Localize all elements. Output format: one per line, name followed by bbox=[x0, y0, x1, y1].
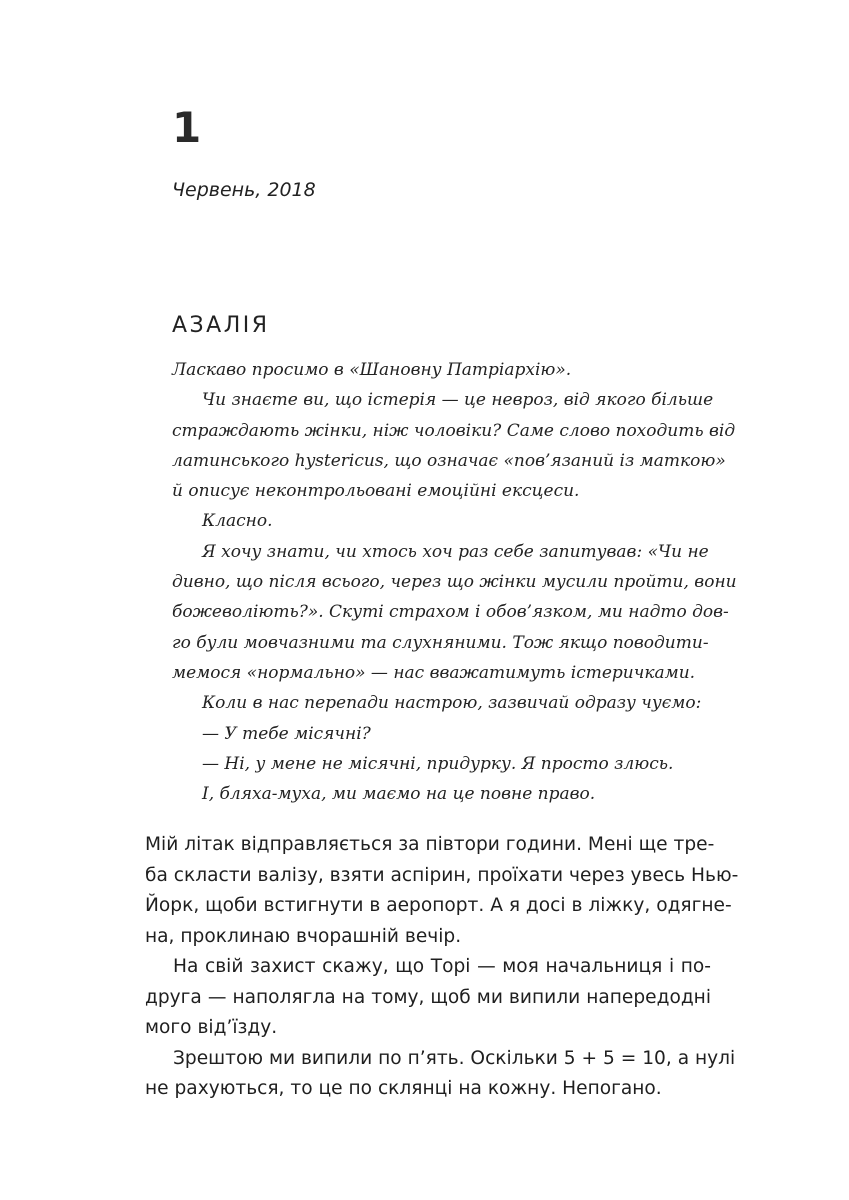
section-heading: АЗАЛІЯ bbox=[172, 313, 270, 338]
epigraph-line: — У тебе місячні? bbox=[202, 723, 371, 744]
epigraph-line: го були мовчазними та слухняними. Тож якщо поводити- bbox=[172, 632, 709, 653]
chapter-date: Червень, 2018 bbox=[172, 179, 316, 201]
body-line: На свій захист скажу, що Торі — моя начальниця і по- bbox=[173, 956, 711, 977]
chapter-number: 1 bbox=[172, 103, 202, 152]
epigraph-line: й описує неконтрольовані емоційні ексцеси. bbox=[172, 481, 580, 502]
body-text bbox=[145, 830, 739, 1105]
body-line: на, проклинаю вчорашній вечір. bbox=[145, 925, 462, 947]
epigraph-line: — Ні, у мене не місячні, придурку. Я просто злюсь. bbox=[202, 753, 674, 774]
epigraph-line: І, бляха-муха, ми маємо на це повне право. bbox=[202, 784, 596, 805]
epigraph-line: Ласкаво просимо в «Шановну Патріархію». bbox=[172, 360, 572, 380]
epigraph-line: латинського hystericus, що означає «пов’язаний із маткою» bbox=[172, 450, 726, 471]
epigraph-line: мемося «нормально» — нас вважатимуть істеричками. bbox=[172, 662, 696, 683]
body-line: Мій літак відправляється за півтори години. Мені ще тре- bbox=[145, 834, 715, 855]
epigraph-line: Чи знаєте ви, що істерія — це невроз, від якого більше bbox=[202, 390, 714, 411]
epigraph-line: Класно. bbox=[202, 511, 273, 532]
body-line: друга — наполягла на тому, щоб ми випили напередодні bbox=[145, 986, 711, 1008]
epigraph-line: божеволіють?». Скуті страхом і обов’язком, ми надто дов- bbox=[172, 602, 729, 623]
body-line: Зрештою ми випили по п’ять. Оскільки 5 + 5 = 10, а нулі bbox=[173, 1047, 736, 1069]
body-line: ба скласти валізу, взяти аспірин, проїхати через увесь Нью- bbox=[145, 864, 739, 886]
body-line: Йорк, щоби встигнути в аеропорт. А я досі в ліжку, одягне- bbox=[145, 895, 732, 916]
body-line: не рахуються, то це по склянці на кожну. Непогано. bbox=[145, 1078, 662, 1099]
epigraph-line: Я хочу знати, чи хтось хоч раз себе запитував: «Чи не bbox=[202, 541, 709, 562]
epigraph-line: Коли в нас перепади настрою, зазвичай одразу чуємо: bbox=[202, 693, 702, 714]
epigraph bbox=[172, 355, 737, 809]
body-line: мого від’їзду. bbox=[145, 1017, 278, 1038]
epigraph-line: страждають жінки, ніж чоловіки? Саме слово походить від bbox=[172, 420, 736, 441]
epigraph-line: дивно, що після всього, через що жінки мусили пройти, вони bbox=[172, 572, 737, 593]
